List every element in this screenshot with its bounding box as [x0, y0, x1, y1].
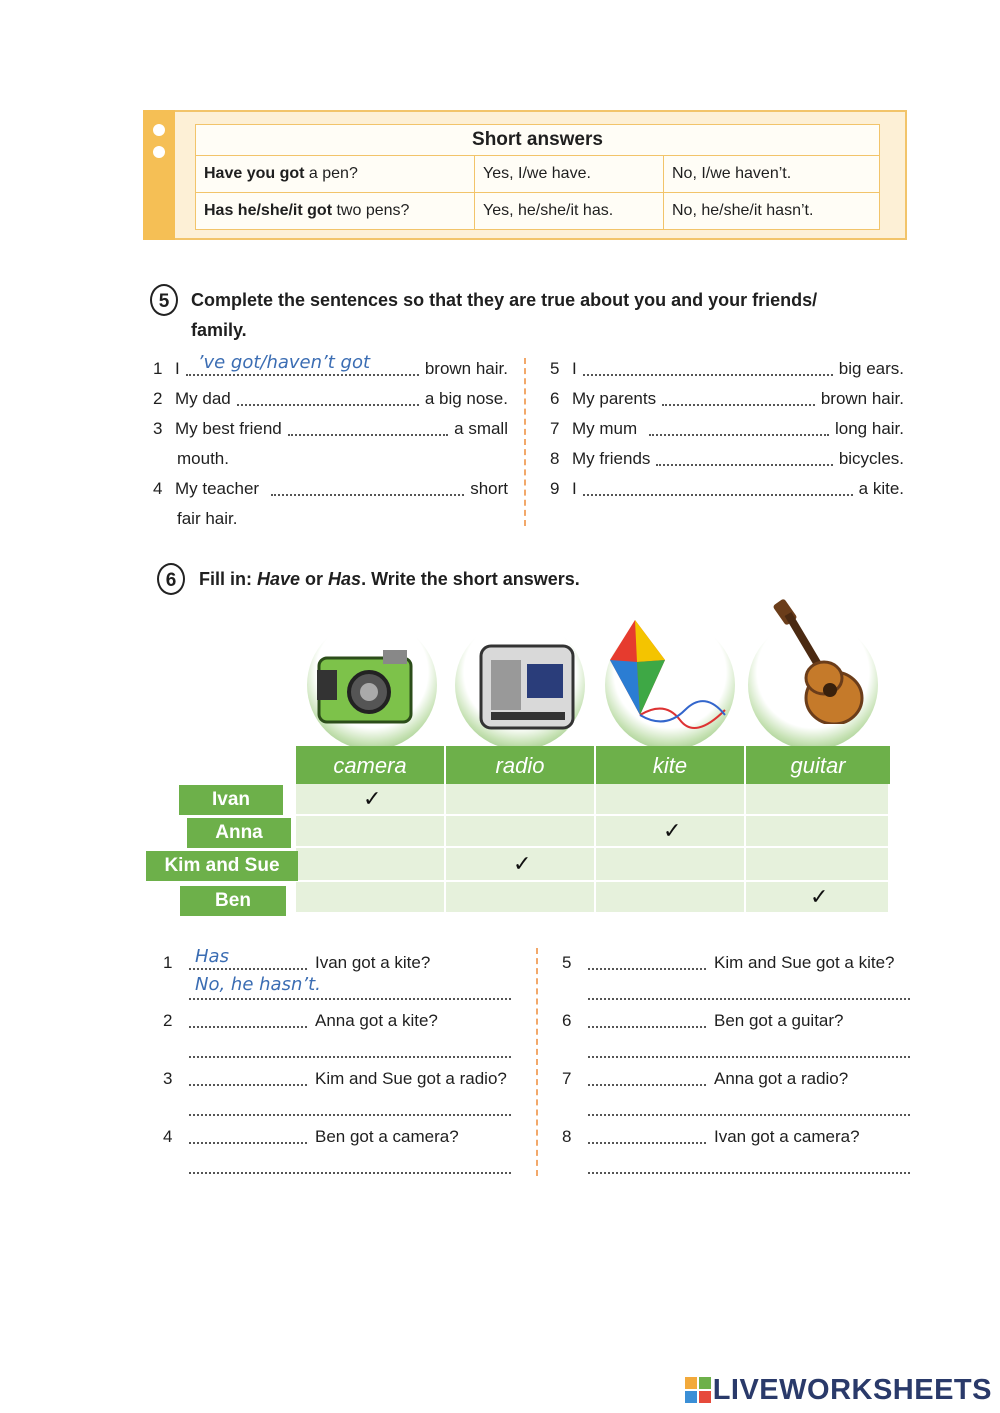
row-label-ivan: Ivan — [179, 785, 283, 815]
grid-cell — [296, 882, 446, 914]
camera-picture — [307, 620, 437, 750]
sentence-3 — [153, 414, 508, 444]
sentence-start: My parents — [572, 389, 657, 408]
question-2 — [163, 1006, 513, 1064]
item-number: 4 — [163, 1127, 173, 1146]
column-header-guitar: guitar — [746, 746, 890, 784]
column-divider — [536, 948, 538, 1176]
kite-picture — [605, 620, 735, 750]
have-has-field[interactable] — [189, 1006, 307, 1028]
radio-icon — [455, 620, 585, 750]
question-3 — [163, 1064, 513, 1122]
sentence-end: a kite. — [858, 479, 904, 498]
sentence-continuation: fair hair. — [177, 509, 238, 528]
item-number: 3 — [163, 1069, 173, 1088]
ex5-right-column — [550, 354, 904, 504]
column-header-radio: radio — [446, 746, 596, 784]
column-header-kite: kite — [596, 746, 746, 784]
grid-cell — [446, 784, 596, 816]
item-number: 6 — [562, 1011, 572, 1030]
sentence-start: I — [572, 479, 577, 498]
grid-cell — [296, 848, 446, 882]
kite-icon — [605, 620, 735, 750]
sentence-start: I — [175, 359, 180, 378]
grid-cell — [746, 816, 890, 848]
question-text: Ben got a guitar? — [714, 1011, 844, 1030]
sentence-end: bicycles. — [838, 449, 904, 468]
have-has-field[interactable] — [588, 948, 706, 970]
short-answer-field[interactable] — [189, 1154, 511, 1174]
table-row — [196, 156, 880, 193]
handwritten-answer: No, he hasn’t. — [195, 974, 321, 995]
sentence-start: My dad — [175, 389, 231, 408]
have-has-field[interactable] — [588, 1064, 706, 1086]
item-number: 1 — [163, 953, 173, 972]
question-text: Kim and Sue got a radio? — [315, 1069, 507, 1088]
question-7 — [562, 1064, 912, 1122]
radio-picture — [455, 620, 585, 750]
exercise-number: 6 — [157, 563, 185, 595]
item-number: 9 — [550, 479, 560, 498]
row-label-ben: Ben — [180, 886, 286, 916]
sentence-8 — [550, 444, 904, 474]
grid-cell — [446, 882, 596, 914]
sentence-start: My teacher — [175, 479, 260, 498]
title-have: Have — [257, 569, 301, 589]
question-text: Ivan got a kite? — [315, 953, 431, 972]
sentence-6 — [550, 384, 904, 414]
sentence-7 — [550, 414, 904, 444]
question-8 — [562, 1122, 912, 1180]
short-answer-field[interactable] — [588, 980, 910, 1000]
sentence-2 — [153, 384, 508, 414]
grid-cell — [446, 816, 596, 848]
short-answers-table — [195, 124, 880, 230]
item-number: 1 — [153, 359, 163, 378]
answer-field[interactable] — [288, 414, 448, 436]
tick-mark-icon: ✓ — [513, 851, 532, 876]
exercise-number: 5 — [150, 284, 178, 316]
guitar-icon — [748, 594, 888, 724]
binder-hole-icon — [153, 146, 165, 158]
sentence-end: brown hair. — [424, 359, 508, 378]
title-part: Fill in: — [199, 569, 257, 589]
handwritten-answer: Has — [195, 946, 229, 967]
have-has-field[interactable] — [189, 948, 307, 970]
yes-answer: Yes, I/we have. — [475, 156, 664, 193]
question-rest: two pens? — [332, 202, 410, 219]
answer-field[interactable] — [583, 474, 853, 496]
short-answer-field[interactable] — [189, 974, 511, 1000]
question-text: Kim and Sue got a kite? — [714, 953, 895, 972]
item-number: 5 — [550, 359, 560, 378]
item-number: 2 — [163, 1011, 173, 1030]
guitar-picture — [748, 620, 878, 750]
sentence-end: short — [470, 479, 508, 498]
sentence-end: big ears. — [838, 359, 904, 378]
grid-cell — [746, 784, 890, 816]
short-answer-field[interactable] — [588, 1096, 910, 1116]
answer-field[interactable] — [662, 384, 815, 406]
grid-cell — [596, 784, 746, 816]
item-number: 6 — [550, 389, 560, 408]
logo-icon — [685, 1377, 711, 1403]
question-1 — [163, 948, 513, 1006]
sentence-1 — [153, 354, 508, 384]
answer-field[interactable] — [649, 414, 829, 436]
sentence-end: a small — [454, 419, 508, 438]
sentence-4 — [153, 474, 508, 504]
column-divider — [524, 358, 526, 526]
have-has-field[interactable] — [189, 1122, 307, 1144]
short-answer-field[interactable] — [189, 1096, 511, 1116]
item-number: 3 — [153, 419, 163, 438]
exercise-title — [199, 564, 580, 594]
no-answer: No, he/she/it hasn’t. — [664, 193, 880, 230]
item-number: 8 — [550, 449, 560, 468]
answer-field[interactable] — [186, 354, 419, 376]
sentence-continuation: mouth. — [177, 449, 229, 468]
sentence-5 — [550, 354, 904, 384]
grid-cell — [596, 848, 746, 882]
sentence-end: a big nose. — [424, 389, 508, 408]
exercise-title — [191, 285, 817, 345]
item-number: 8 — [562, 1127, 572, 1146]
question-5 — [562, 948, 912, 1006]
answer-field[interactable] — [271, 474, 464, 496]
title-has: Has — [328, 569, 362, 589]
column-header-camera: camera — [296, 746, 446, 784]
question-bold: Have you got — [204, 165, 305, 182]
question-text: Anna got a kite? — [315, 1011, 438, 1030]
tick-mark-icon: ✓ — [663, 818, 682, 843]
ex5-left-column — [153, 354, 508, 534]
answer-field[interactable] — [656, 444, 832, 466]
question-4 — [163, 1122, 513, 1180]
grid-cell — [746, 848, 890, 882]
camera-icon — [307, 620, 437, 750]
table-row — [196, 193, 880, 230]
have-has-field[interactable] — [588, 1006, 706, 1028]
grid-cell — [596, 882, 746, 914]
ex6-left-column — [163, 948, 513, 1180]
question-text: Anna got a radio? — [714, 1069, 849, 1088]
ex6-right-column — [562, 948, 912, 1180]
sentence-start: I — [572, 359, 577, 378]
exercise-title-line: Complete the sentences so that they are true about you and your friends/ — [191, 290, 818, 310]
short-answers-title: Short answers — [196, 125, 880, 156]
binder-hole-icon — [153, 124, 165, 136]
answer-field[interactable] — [583, 354, 833, 376]
sentence-9 — [550, 474, 904, 504]
item-number: 7 — [550, 419, 560, 438]
title-part: . Write the short answers. — [361, 569, 580, 589]
item-number: 4 — [153, 479, 163, 498]
have-has-field[interactable] — [189, 1064, 307, 1086]
short-answer-field[interactable] — [588, 1038, 910, 1058]
question-6 — [562, 1006, 912, 1064]
logo-text: LIVEWORKSHEETS — [712, 1374, 992, 1406]
question-rest: a pen? — [304, 165, 358, 182]
item-number: 5 — [562, 953, 572, 972]
item-number: 7 — [562, 1069, 572, 1088]
handwritten-answer: ’ve got/haven’t got — [197, 352, 371, 373]
question-text: Ben got a camera? — [315, 1127, 459, 1146]
sentence-end: long hair. — [835, 419, 904, 438]
item-number: 2 — [153, 389, 163, 408]
row-label-kim-and-sue: Kim and Sue — [146, 851, 298, 881]
answer-field[interactable] — [237, 384, 419, 406]
exercise-title-line: family. — [191, 320, 247, 340]
sentence-start: My mum — [572, 419, 638, 438]
have-has-field[interactable] — [588, 1122, 706, 1144]
question-bold: Has he/she/it got — [204, 202, 333, 219]
sentence-start: My best friend — [175, 419, 282, 438]
no-answer: No, I/we haven’t. — [664, 156, 880, 193]
yes-answer: Yes, he/she/it has. — [475, 193, 664, 230]
short-answer-field[interactable] — [588, 1154, 910, 1174]
tick-mark-icon: ✓ — [363, 786, 382, 811]
short-answer-field[interactable] — [189, 1038, 511, 1058]
grid-cell — [296, 816, 446, 848]
tick-mark-icon: ✓ — [810, 884, 829, 909]
question-text: Ivan got a camera? — [714, 1127, 860, 1146]
sentence-end: brown hair. — [820, 389, 904, 408]
row-label-anna: Anna — [187, 818, 291, 848]
title-part: or — [300, 569, 329, 589]
liveworksheets-logo — [685, 1374, 992, 1407]
sentence-start: My friends — [572, 449, 651, 468]
